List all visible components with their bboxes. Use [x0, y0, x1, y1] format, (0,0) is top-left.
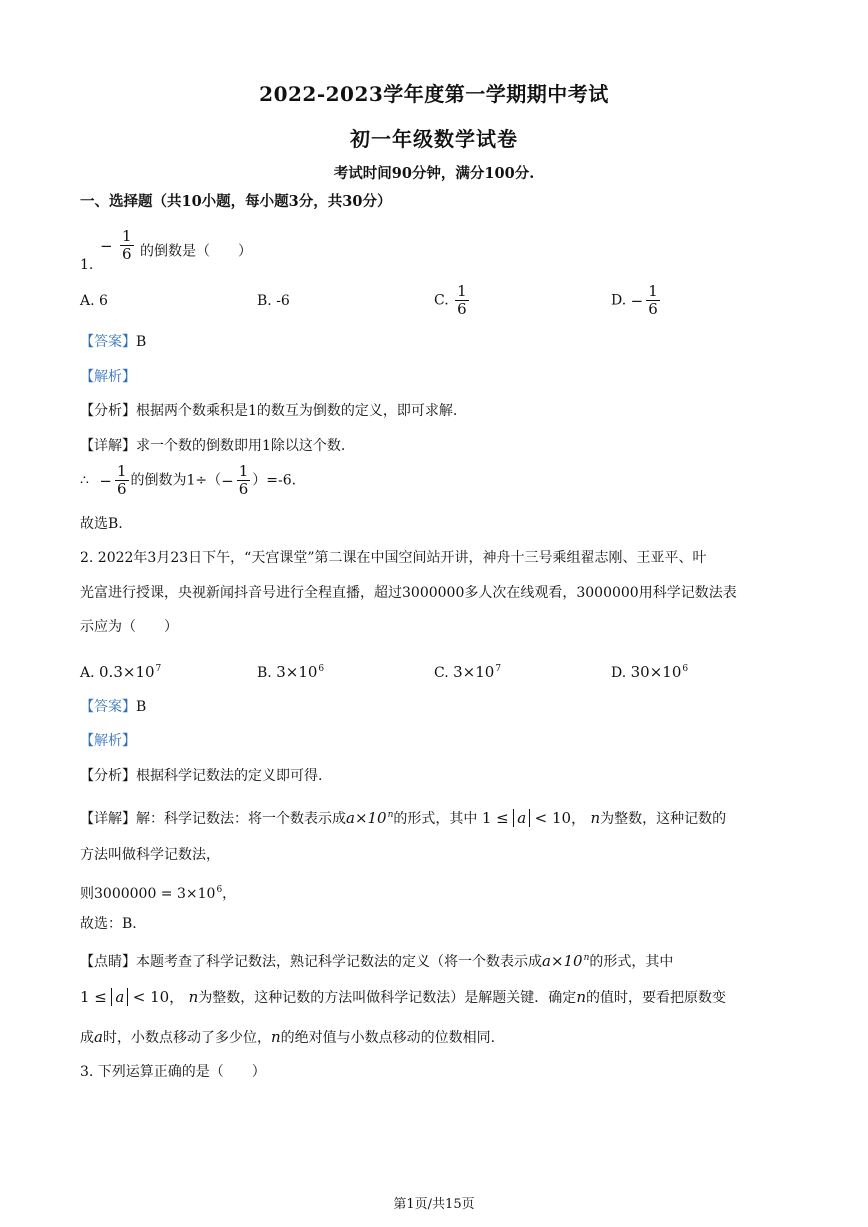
xiangjie-2-line3: 则$3000000 = 3\times 10^6$， [80, 885, 237, 902]
choose-1: 故选B. [80, 516, 123, 532]
minus-sign: − [100, 236, 113, 255]
option-d: D. $30\times 10^6$ [611, 663, 689, 681]
xiangjie-2-line2: 方法叫做科学记数法， [80, 847, 220, 863]
option-a: A. $0.3\times 10^7$ [80, 663, 162, 681]
fenxi-1: 【分析】根据两个数乘积是1的数互为倒数的定义，即可求解. [80, 403, 458, 419]
analysis-label-1: 【解析】 [80, 369, 136, 385]
option-b: B. $3\times 10^6$ [257, 663, 325, 681]
exam-info: 考试时间90分钟，满分100分. [333, 165, 535, 182]
option-c: C. $\frac{1}{6}$ [434, 282, 467, 318]
option-c: C. $3\times 10^7$ [434, 663, 502, 681]
fenxi-2: 【分析】根据科学记数法的定义即可得. [80, 768, 323, 784]
section-title: 一、选择题（共10小题，每小题3分，共30分） [80, 193, 392, 210]
calc-1: ∴ − $\frac{1}{6}$ 的倒数为1÷（− $\frac{1}{6}$ ）=-6. [80, 462, 297, 498]
question-2-line3: 示应为（ ） [80, 619, 178, 635]
question-2-line1: 2. 2022年3月23日下午，“天宫课堂”第二课在中国空间站开讲，神舟十三号乘组翟志刚、王亚平、叶 [80, 550, 707, 566]
xiangjie-1: 【详解】求一个数的倒数即用1除以这个数. [80, 438, 346, 454]
exam-subtitle: 初一年级数学试卷 [350, 127, 518, 151]
exam-title: 2022-2023学年度第一学期期中考试 [259, 82, 609, 106]
answer-2: 【答案】B [80, 699, 147, 715]
answer-1: 【答案】B [80, 334, 147, 350]
option-a: A. 6 [80, 293, 108, 309]
option-b: B. ‐6 [257, 293, 290, 309]
fraction: $\frac{1}{6}$ [122, 227, 132, 263]
xiangjie-2-line1: 【详解】解：科学记数法：将一个数表示成$a\times 10^n$的形式，其中 1 ≤ a < 10， n为整数，这种记数的 [80, 809, 727, 827]
option-d: D. − $\frac{1}{6}$ [611, 282, 658, 318]
question-3: 3. 下列运算正确的是（ ） [80, 1064, 266, 1080]
question-number: 1. [80, 257, 94, 273]
dianjing-line1: 【点睛】本题考查了科学记数法，熟记科学记数法的定义（将一个数表示成$a\times 10^n$的形式，其中 [80, 952, 674, 970]
page-number: 第1页/共15页 [393, 1197, 475, 1212]
dianjing-line3: 成a时，小数点移动了多少位，n的绝对值与小数点移动的位数相同. [80, 1028, 496, 1046]
choose-2: 故选：B. [80, 916, 137, 932]
analysis-label-2: 【解析】 [80, 733, 136, 749]
dianjing-line2: 1 ≤ a < 10， n为整数，这种记数的方法叫做科学记数法）是解题关键．确定n的值时，要看把原数变 [80, 988, 726, 1006]
question-2-line2: 光富进行授课，央视新闻抖音号进行全程直播，超过3000000多人次在线观看，3000000用科学记数法表 [80, 585, 737, 601]
question-text: 的倒数是（ ） [140, 243, 253, 260]
